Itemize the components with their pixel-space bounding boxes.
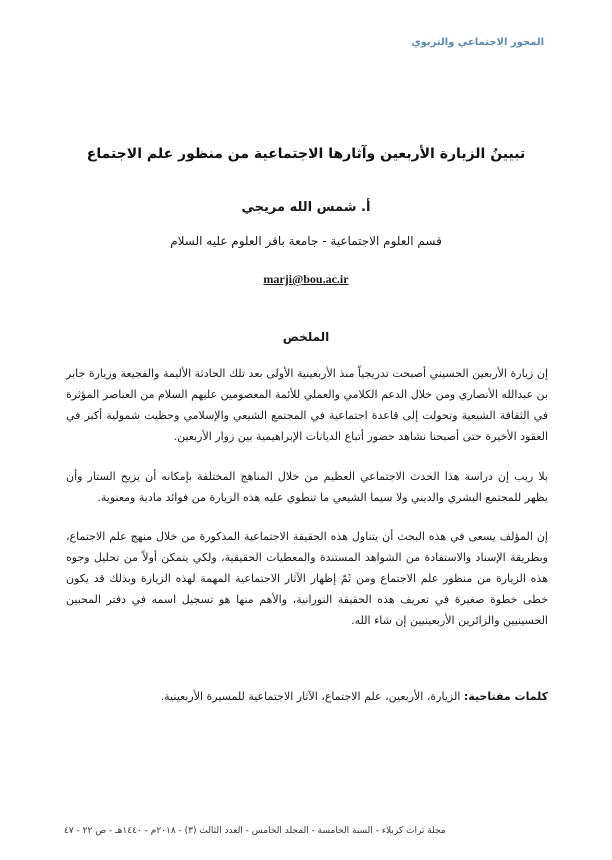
abstract-paragraph-1: إن زيارة الأربعين الحسيني أصبحت تدريجياً منذ الأربعينية الأولى بعد تلك الحادثة الأليمة والفجيعة وزيارة جابر بن عبدالله الأنصاري ومن خلال الدعم الكلامي والعملي للأئمة المعصومين عليهم السلام من العناصر المؤثرة في الثقافة الشيعية وتحولت إلى قاعدة اجتماعية في المجتمع الشيعي والإسلامي وحظيت شمولية أكبر في العقود الأخيرة حتى أصبحنا نشاهد حضور أتباع الديانات الإبراهيمية بين زوار الأربعين. [66, 367, 548, 443]
journal-section-header: المحور الاجتماعي والتربوي [411, 37, 544, 48]
page-footer-citation: مجلة تراث كربلاء - السنة الخامسة - المجلد الخامس - العدد الثالث (٣) - ٢٠١٨م - ١٤٤٠هـ - ص ٢٢ - ٤٧ [64, 826, 446, 836]
abstract-paragraph-2: بلا ريب إن دراسة هذا الحدث الاجتماعي العظيم من خلال المناهج المختلفة بإمكانه أن يزيح الستار وأن يظهر للمجتمع البشري والديني ولا سيما الشيعي ما تنطوي عليه هذه الزيارة من فوائد مادية ومعنوية. [66, 470, 548, 504]
keywords-line [66, 686, 548, 707]
article-title: تبيينُ الزيارة الأربعين وآثارها الاجتماعية من منظور علم الاجتماع [86, 146, 526, 162]
author-affiliation: قسم العلوم الاجتماعية - جامعة باقر العلوم عليه السلام [170, 234, 442, 248]
author-email[interactable] [0, 272, 612, 287]
author-email-link[interactable]: marji@bou.ac.ir [263, 272, 349, 286]
keywords-label: كلمات مفتاحية: [463, 690, 548, 703]
author-name: أ. شمس الله مريجي [241, 200, 371, 215]
abstract-heading: الملخص [282, 330, 330, 344]
abstract-paragraph-3: إن المؤلف يسعى في هذه البحث أن يتناول هذه الحقيقة الاجتماعية المذكورة من خلال منهج علم الاجتماع، وبطريقة الإسناد والاستفادة من الشواهد المستندة والمعطيات الحقيقية، ولكي يتمكن أولاً من تحليل وجوه هذه الزيارة من منظور علم الاجتماع ومن ثَمّ إظهار الآثار الاجتماعية المهمة لهذه الزيارة وبذلك قد يكون خطى خطوة صغيرة في تعريف هذه الحقيقة النورانية، والأهم منها هو تسجيل اسمه في دفتر المحبين الحسينيين والزائرين الأربعينيين إن شاء الله. [66, 530, 548, 627]
keywords-list: الزيارة، الأربعين، علم الاجتماع، الآثار الاجتماعية للمسيرة الأربعينية. [160, 690, 461, 703]
